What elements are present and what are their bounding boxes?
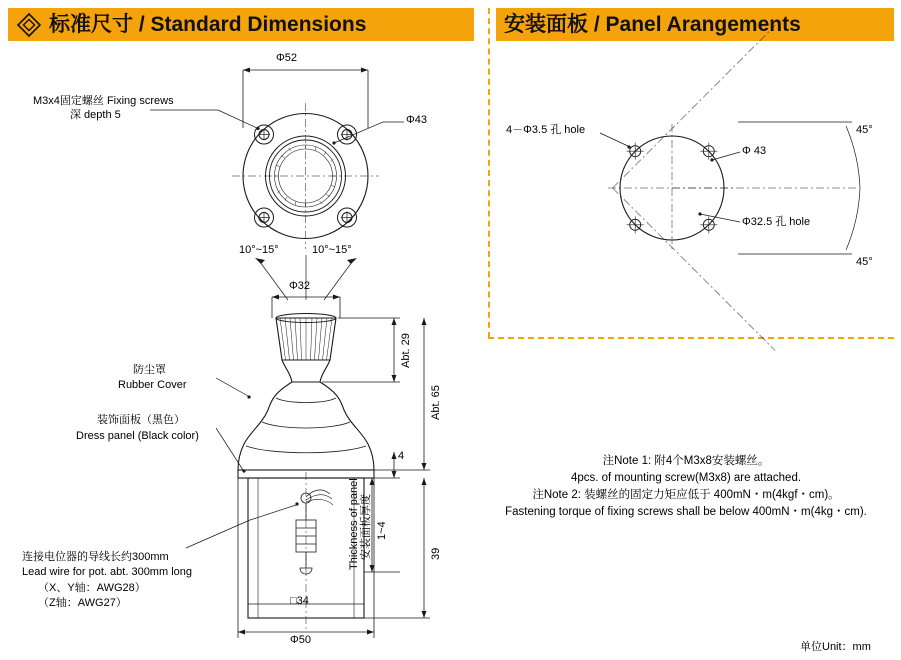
- note-1-cn: 注Note 1: 附4个M3x8安装螺丝。: [602, 455, 770, 467]
- lead-wire-awg27-label: （Z轴：AWG27）: [38, 597, 127, 609]
- dim-phi32-label: Φ32: [289, 280, 311, 292]
- section-divider-horizontal: [488, 337, 894, 339]
- dim-4-label: 4: [398, 450, 405, 462]
- panel-angle-top-label: 45°: [856, 124, 873, 136]
- dim-1-4-label: 1~4: [376, 521, 388, 540]
- panel-dim-phi325-label: Φ32.5 孔 hole: [742, 216, 811, 228]
- diamond-icon: [16, 12, 42, 38]
- banner-left-title: 标准尺寸 / Standard Dimensions: [49, 13, 367, 36]
- panel-thickness-label-en: Thickness of panel: [348, 478, 360, 570]
- tilt-angle-right-label: 10°~15°: [312, 244, 352, 256]
- fixing-screws-label-cn: M3x4固定螺丝 Fixing screws: [33, 95, 174, 107]
- dim-phi43-label: Φ43: [406, 114, 428, 126]
- section-divider-vertical: [488, 8, 490, 338]
- dress-panel-label-en: Dress panel (Black color): [76, 430, 199, 442]
- lead-wire-label-cn: 连接电位器的导线长约300mm: [22, 551, 169, 563]
- lead-wire-awg28-label: （X、Y轴：AWG28）: [38, 582, 146, 594]
- dim-phi50-label: Φ50: [290, 634, 312, 646]
- fixing-screws-depth-label: 深 depth 5: [70, 109, 121, 121]
- dim-abt65-label: Abt. 65: [430, 385, 442, 420]
- banner-standard-dimensions: [8, 8, 474, 41]
- rubber-cover-label-en: Rubber Cover: [118, 379, 187, 391]
- dim-abt29-label: Abt. 29: [400, 333, 412, 368]
- dim-square34-label: □34: [290, 595, 309, 607]
- dim-phi52-label: Φ52: [276, 52, 298, 64]
- banner-right-title: 安装面板 / Panel Arangements: [504, 13, 801, 36]
- note-2-cn: 注Note 2: 装螺丝的固定力矩应低于 400mN・m(4kgf・cm)。: [532, 489, 840, 501]
- lead-wire-label-en: Lead wire for pot. abt. 300mm long: [22, 566, 192, 578]
- banner-panel-arrangements: [496, 8, 894, 41]
- dress-panel-label-cn: 装饰面板（黑色）: [97, 414, 185, 426]
- panel-angle-bottom-label: 45°: [856, 256, 873, 268]
- note-1-en: 4pcs. of mounting screw(M3x8) are attached.: [570, 472, 802, 484]
- panel-thickness-label-cn: 安装面板厚度: [360, 494, 372, 560]
- panel-hole-label: 4－Φ3.5 孔 hole: [506, 124, 586, 136]
- rubber-cover-label-cn: 防尘罩: [133, 364, 166, 376]
- unit-label: 单位Unit：mm: [800, 641, 871, 653]
- tilt-angle-left-label: 10°~15°: [239, 244, 279, 256]
- note-2-en: Fastening torque of fixing screws shall be below 400mN・m(4kg・cm).: [505, 506, 867, 518]
- dim-39-label: 39: [430, 547, 442, 560]
- panel-dim-phi43-label: Φ 43: [742, 145, 767, 157]
